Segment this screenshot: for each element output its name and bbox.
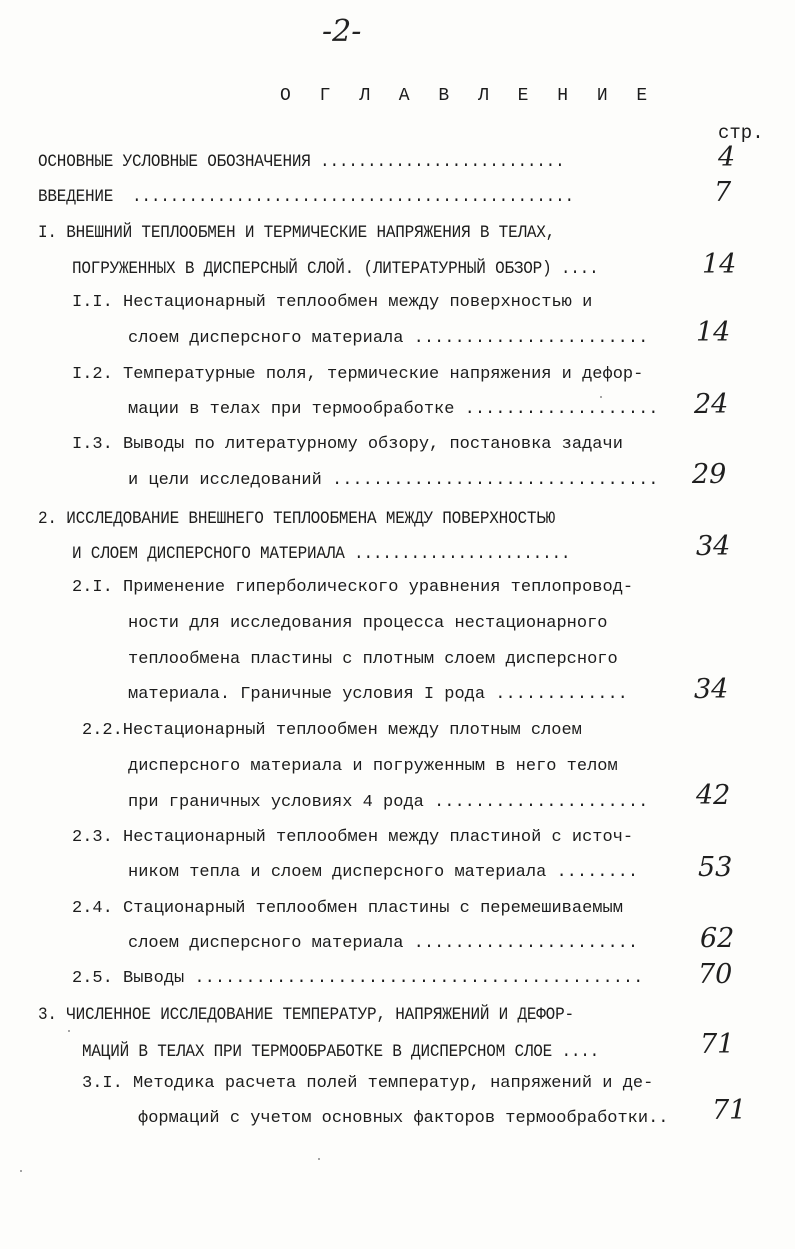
toc-page: 71 — [712, 1095, 747, 1126]
toc-page: 34 — [696, 531, 731, 562]
toc-page: 42 — [696, 780, 731, 811]
toc-page: 14 — [702, 249, 737, 280]
toc-line: I. ВНЕШНИЙ ТЕПЛООБМЕН И ТЕРМИЧЕСКИЕ НАПРЯЖЕНИЯ В ТЕЛАХ, — [38, 223, 556, 243]
toc-line: 2. ИССЛЕДОВАНИЕ ВНЕШНЕГО ТЕПЛООБМЕНА МЕЖДУ ПОВЕРХНОСТЬЮ — [38, 509, 556, 529]
toc-line: ВВЕДЕНИЕ ............................................... — [38, 187, 574, 207]
toc-page: 7 — [714, 177, 732, 208]
toc-line: дисперсного материала и погруженным в него телом — [128, 757, 618, 776]
toc-line: ником тепла и слоем дисперсного материала ........ — [128, 863, 639, 882]
toc-line: И СЛОЕМ ДИСПЕРСНОГО МАТЕРИАЛА ....................... — [72, 544, 571, 564]
toc-line: ности для исследования процесса нестационарного — [128, 614, 608, 633]
toc-line: I.3. Выводы по литературному обзору, постановка задачи — [72, 435, 623, 454]
scan-speck — [600, 396, 602, 398]
toc-line: 2.I. Применение гиперболического уравнения теплопровод- — [72, 578, 634, 597]
toc-page: 53 — [698, 852, 733, 883]
toc-line: I.I. Нестационарный теплообмен между поверхностью и — [72, 293, 593, 312]
toc-page: 14 — [696, 317, 731, 348]
toc-line: при граничных условиях 4 рода ..................... — [128, 793, 649, 812]
toc-line: слоем дисперсного материала ....................... — [128, 329, 649, 348]
toc-line: ОСНОВНЫЕ УСЛОВНЫЕ ОБОЗНАЧЕНИЯ .......................... — [38, 152, 565, 172]
toc-page: 62 — [700, 923, 735, 954]
scan-speck — [20, 1170, 22, 1172]
scan-speck — [318, 1158, 320, 1160]
toc-page: 34 — [694, 674, 729, 705]
toc-line: 2.2.Нестационарный теплообмен между плотным слоем — [82, 721, 582, 740]
toc-line: материала. Граничные условия I рода ............. — [128, 685, 628, 704]
toc-page: 29 — [692, 459, 727, 490]
scan-speck — [68, 1030, 70, 1032]
toc-line: слоем дисперсного материала ...................... — [128, 934, 639, 953]
toc-line: теплообмена пластины с плотным слоем дисперсного — [128, 650, 618, 669]
page-number: -2- — [322, 14, 362, 49]
toc-page: 71 — [700, 1029, 735, 1060]
toc-line: формаций с учетом основных факторов термообработки.. — [138, 1109, 669, 1128]
toc-page: 24 — [694, 389, 729, 420]
toc-line: 2.5. Выводы ............................................ — [72, 969, 644, 988]
toc-page: 4 — [718, 142, 736, 173]
toc-line: МАЦИЙ В ТЕЛАХ ПРИ ТЕРМООБРАБОТКЕ В ДИСПЕРСНОМ СЛОЕ .... — [82, 1042, 600, 1062]
toc-line: 3.I. Методика расчета полей температур, напряжений и де- — [82, 1074, 654, 1093]
toc-line: 2.4. Стационарный теплообмен пластины с перемешиваемым — [72, 899, 623, 918]
toc-heading: О Г Л А В Л Е Н И Е — [280, 86, 657, 106]
toc-page: 70 — [698, 959, 733, 990]
toc-line: мации в телах при термообработке ................... — [128, 400, 659, 419]
page-column-label: стр. — [718, 122, 764, 144]
toc-line: 2.3. Нестационарный теплообмен между пластиной с источ- — [72, 828, 634, 847]
toc-line: 3. ЧИСЛЕННОЕ ИССЛЕДОВАНИЕ ТЕМПЕРАТУР, НАПРЯЖЕНИЙ И ДЕФОР- — [38, 1005, 574, 1025]
toc-line: и цели исследований ................................ — [128, 471, 659, 490]
toc-line: ПОГРУЖЕННЫХ В ДИСПЕРСНЫЙ СЛОЙ. (ЛИТЕРАТУРНЫЙ ОБЗОР) .... — [72, 259, 599, 279]
toc-line: I.2. Температурные поля, термические напряжения и дефор- — [72, 365, 644, 384]
